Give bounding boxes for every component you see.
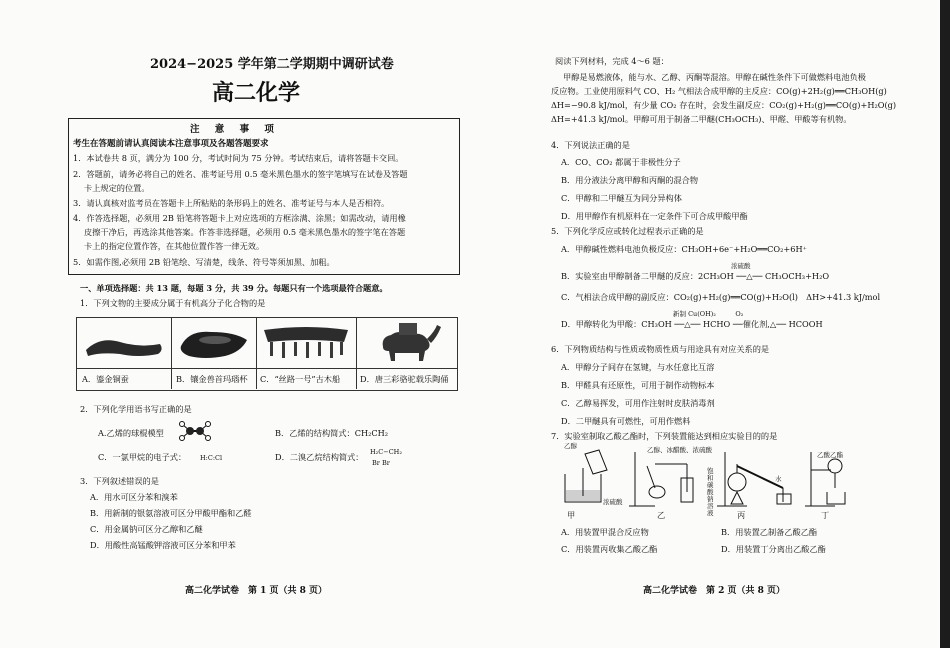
q3-option-c: C．用金属钠可区分乙醇和乙醚 [90,524,203,534]
q2-option-d: D．二溴乙烷结构简式： [275,452,364,462]
q1-option-a: A．鎏金铜蚕 [82,374,129,384]
material-line: 反应物。工业使用原料气 CO、H₂ 气相法合成甲醇的主反应：CO(g)+2H₂(g)══CH₃OH(g) [551,86,887,96]
q4-option-b: B．用分液法分离甲醇和丙酮的混合物 [561,175,699,185]
ethylene-ball-stick-model [178,420,212,442]
q4-option-c: C．甲醇和二甲醚互为同分异构体 [561,193,682,203]
apparatus-label-bing: 丙 [737,510,746,520]
q6-stem: 6．下列物质结构与性质或物质性质与用途具有对应关系的是 [551,344,770,354]
q5-b-condition: 浓硫酸 [731,262,751,270]
notice-title: 注 意 事 项 [190,124,280,135]
q2-d-formula-sub: Br Br [372,459,390,467]
q1-option-b: B．镶金兽首玛瑙杯 [176,374,248,384]
q5-option-c: C．气相法合成甲醇的副反应：CO₂(g)+H₂(g)══CO(g)+H₂O(l) ΔH>+41.3 kJ/mol [561,292,881,302]
notice-line: 卡上的指定位置作答，在其他位置作答一律无效。 [84,241,265,251]
q2-c-formula: H:C:Cl [200,454,223,462]
page-footer: 高二化学试卷 第 1 页（共 8 页） [185,586,328,596]
q4-stem: 4．下列说法正确的是 [551,140,630,150]
q4-option-a: A．CO、CO₂ 都属于非极性分子 [561,157,681,167]
q4-option-d: D．用甲醇作有机原料在一定条件下可合成甲酸甲酯 [561,211,748,221]
q3-option-b: B．用新制的银氨溶液可区分甲酸甲酯和乙醛 [90,508,252,518]
notice-line: 1．本试卷共 8 页，满分为 100 分，考试时间为 75 分钟。考试结束后，请将答题卡交回。 [73,153,404,163]
q3-option-a: A．用水可区分苯和溴苯 [90,492,178,502]
q6-option-a: A．甲醇分子间存在氢键，与水任意比互溶 [561,362,715,372]
q5-option-b: B．实验室由甲醇制备二甲醚的反应：2CH₃OH ──△── CH₃OCH₃+H₂O [561,271,830,281]
q2-d-formula: H₂C−CH₂ [370,448,402,456]
notice-lead: 考生在答题前请认真阅读本注意事项及各题答题要求 [73,139,269,149]
q5-d-conditions: 新制 Cu(OH)₂ O₂ [673,310,744,318]
material-intro: 阅读下列材料，完成 4～6 题： [555,56,669,66]
wooden-boat-image [260,322,352,364]
apparatus-label-yi: 乙 [657,510,666,520]
q5-stem: 5．下列化学反应或转化过程表示正确的是 [551,226,704,236]
notice-line: 3．请认真核对监考员在答题卡上所粘贴的条形码上的姓名、准考证号与本人是否相符。 [73,198,390,208]
label-water: 水 [775,475,782,483]
q2-option-c: C．一氯甲烷的电子式： [98,452,187,462]
q2-stem: 2．下列化学用语书写正确的是 [80,404,192,414]
notice-line: 皮擦干净后，再选涂其他答案。作答非选择题，必须用 0.5 毫米黑色墨水的签字笔在答题 [84,227,406,237]
label-ethanol: 乙醇 [564,442,577,450]
q1-option-d: D．唐三彩骆驼载乐陶俑 [360,374,449,384]
apparatus-bing-diagram [713,448,797,510]
q7-stem: 7．实验室制取乙酸乙酯时，下列装置能达到相应实验目的的是 [551,431,778,441]
label-conc-sulfuric-acid: 浓硫酸 [603,498,623,506]
material-line: 甲醇是易燃液体，能与水、乙醇、丙酮等混溶。甲醇在碱性条件下可做燃料电池负极 [563,72,866,82]
apparatus-label-jia: 甲 [567,510,576,520]
notice-line: 4．作答选择题，必须用 2B 铅笔将答题卡上对应选项的方框涂满、涂黑；如需改动，请用橡 [73,213,406,223]
apparatus-label-ding: 丁 [821,510,830,520]
q1-stem: 1．下列文物的主要成分属于有机高分子化合物的是 [80,298,266,308]
q5-option-a: A．甲醇碱性燃料电池负极反应：CH₃OH+6e⁻+H₂O══CO₂+6H⁺ [561,244,807,254]
notice-line: 卡上规定的位置。 [84,183,150,193]
q2-option-a: A.乙烯的球棍模型 [98,428,164,438]
q3-option-d: D．用酸性高锰酸钾溶液可区分苯和甲苯 [90,540,236,550]
q6-option-b: B．甲醛具有还原性，可用于制作动物标本 [561,380,715,390]
section-heading: 一、单项选择题：共 13 题，每题 3 分，共 39 分。每题只有一个选项最符合题意。 [80,283,388,293]
page-footer: 高二化学试卷 第 2 页（共 8 页） [643,586,786,596]
page-fold-shadow [940,0,950,648]
label-reaction-mixture: 乙醇、冰醋酸、浓硫酸 [647,446,712,454]
camel-figurine-image [365,319,451,366]
q5-option-d: D．甲醇转化为甲酸：CH₃OH ──△── HCHO ──催化剂,△── HCOOH [561,319,823,329]
bronze-silkworm-image [80,322,168,364]
q7-option-b: B．用装置乙制备乙酸乙酯 [721,527,818,537]
q6-option-d: D．二甲醚具有可燃性，可用作燃料 [561,416,691,426]
q7-option-a: A．用装置甲混合反应物 [561,527,649,537]
label-sodium-carbonate: 饱和碳酸钠溶液 [707,467,714,517]
q7-option-d: D．用装置丁分离出乙酸乙酯 [721,544,826,554]
label-ethyl-acetate: 乙酸乙酯 [817,451,843,459]
page-2 [475,0,940,648]
subject-title: 高二化学 [212,80,301,106]
apparatus-yi-diagram [625,448,701,510]
material-line: ΔH=+41.3 kJ/mol。甲醇可用于制备二甲醚(CH₃OCH₃)、甲醛、甲酸等有机物。 [551,114,852,124]
exam-title: 2024−2025 学年第二学期期中调研试卷 [150,57,394,72]
agate-cup-image [175,322,253,364]
q1-option-c: C．“丝路一号”古木船 [260,374,341,384]
material-line: ΔH=−90.8 kJ/mol，有少量 CO₂ 存在时，会发生副反应：CO₂(g)+H₂(g)══CO(g)+H₂O(g) [551,100,897,110]
q7-option-c: C．用装置丙收集乙酸乙酯 [561,544,658,554]
notice-line: 2．答题前，请务必将自己的姓名、准考证号用 0.5 毫米黑色墨水的签字笔填写在试卷及答题 [73,169,408,179]
q2-option-b: B．乙烯的结构简式：CH₂CH₂ [275,428,389,438]
notice-line: 5．如需作图,必须用 2B 铅笔绘、写清楚，线条、符号等须加黑、加粗。 [73,257,335,267]
q3-stem: 3．下列叙述错误的是 [80,476,159,486]
q6-option-c: C．乙醇易挥发，可用作注射时皮肤消毒剂 [561,398,715,408]
